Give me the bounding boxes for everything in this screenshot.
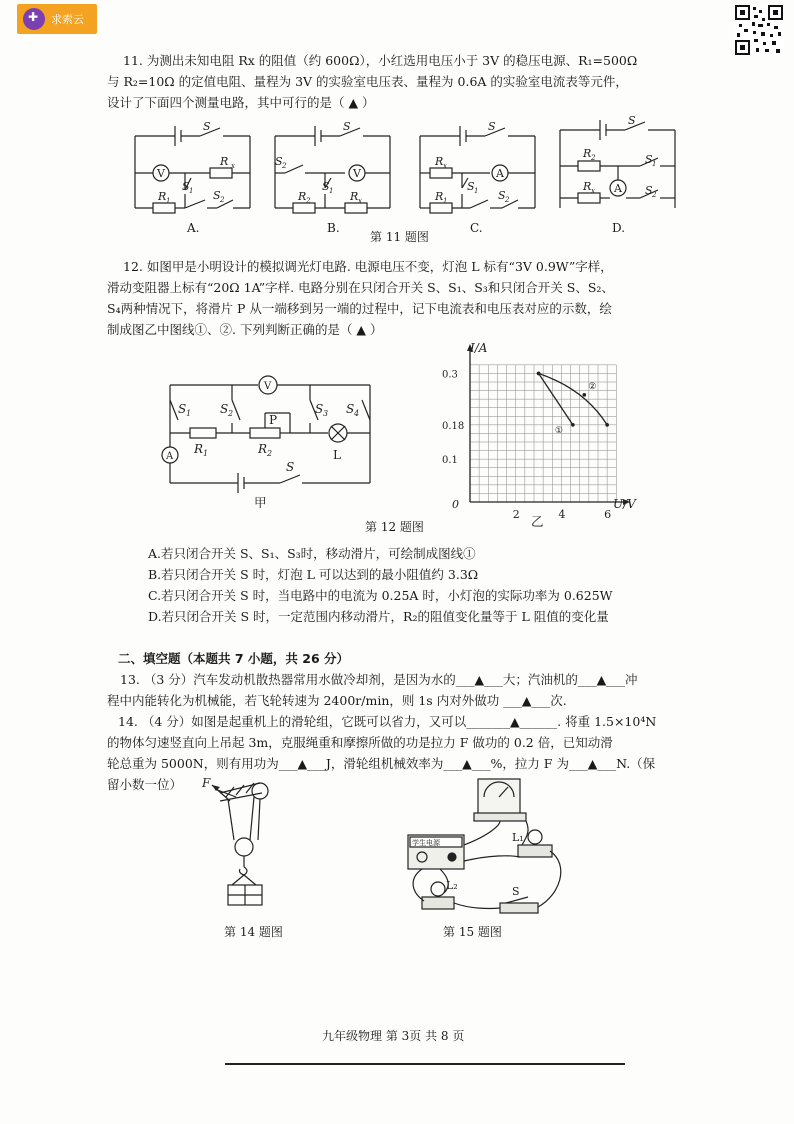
svg-text:S: S — [213, 189, 221, 202]
q11-option-a: A. — [187, 221, 200, 235]
svg-text:1: 1 — [203, 449, 209, 458]
svg-text:R: R — [583, 180, 592, 193]
svg-text:R: R — [258, 442, 268, 456]
svg-text:2: 2 — [306, 197, 311, 205]
svg-text:S: S — [346, 402, 355, 416]
svg-text:1: 1 — [474, 187, 479, 195]
fig15-label-l2: L₂ — [446, 879, 458, 892]
svg-text:S: S — [645, 153, 653, 166]
svg-text:3: 3 — [323, 409, 329, 418]
svg-text:S: S — [498, 189, 506, 202]
x-tick-label: 2 — [512, 508, 520, 521]
x-tick-label: 6 — [604, 508, 612, 521]
svg-text:S: S — [220, 402, 229, 416]
q13-line1: 13. （3 分）汽车发动机散热器常用水做冷却剂，是因为水的___▲___大；汽油机的___▲___冲 — [120, 672, 638, 687]
q11-line3: 设计了下面四个测量电路，其中可行的是（ ▲ ） — [107, 95, 375, 110]
series-point — [537, 372, 541, 376]
svg-text:x: x — [358, 197, 362, 205]
q14-line2: 的物体匀速竖直向上吊起 3m，克服绳重和摩擦所做的功是拉力 F 做功的 0.2 倍，已知动滑 — [107, 735, 613, 750]
svg-text:1: 1 — [652, 160, 657, 168]
series-label-1: ① — [554, 425, 563, 436]
q12-line3: S₄两种情况下，将滑片 P 从一端移到另一端的过程中，记下电流表和电压表对应的示数，绘 — [107, 301, 612, 316]
y-tick-label: 0.18 — [442, 420, 465, 432]
circuit-b — [275, 126, 390, 213]
svg-text:R: R — [158, 190, 167, 203]
svg-text:1: 1 — [443, 197, 448, 205]
svg-text:R: R — [435, 155, 444, 168]
svg-text:S: S — [286, 460, 295, 474]
q12-option-b: B.若只闭合开关 S 时，灯泡 L 可以达到的最小阻值约 3.3Ω — [148, 567, 479, 582]
svg-text:S: S — [628, 114, 636, 127]
svg-text:P: P — [269, 413, 278, 427]
svg-text:2: 2 — [591, 154, 596, 162]
svg-text:x: x — [231, 162, 235, 170]
q12-line2: 滑动变阻器上标有“20Ω 1A”字样. 电路分别在只闭合开关 S、S₁、S₃和只闭合开关 S、S₂、 — [107, 280, 614, 295]
svg-text:V: V — [353, 167, 361, 180]
svg-text:2: 2 — [228, 409, 234, 418]
q12-option-d: D.若只闭合开关 S 时，一定范围内移动滑片，R₂的阻值变化量等于 L 阻值的变化量 — [148, 609, 609, 624]
svg-text:S: S — [467, 180, 475, 193]
svg-text:S: S — [645, 184, 653, 197]
svg-text:4: 4 — [354, 409, 360, 418]
chart-ticks — [442, 369, 611, 521]
svg-text:1: 1 — [186, 409, 192, 418]
svg-text:R: R — [194, 442, 204, 456]
svg-text:A: A — [496, 167, 504, 180]
svg-text:A: A — [166, 451, 174, 462]
fig15-label-l1: L₁ — [512, 831, 524, 844]
svg-text:V: V — [157, 167, 165, 180]
y-tick-label: 0.1 — [442, 455, 458, 467]
series-point — [582, 393, 586, 397]
series-label-2: ② — [588, 381, 597, 392]
fig14-caption: 第 14 题图 — [224, 925, 283, 939]
q11-line1: 11. 为测出未知电阻 Rx 的阻值（约 600Ω），小红选用电压小于 3V 的稳压电源、R₁=500Ω — [123, 53, 638, 68]
page-footer: 九年级物理 第 3页 共 8 页 — [322, 1029, 465, 1043]
q11-option-c: C. — [470, 221, 483, 235]
svg-text:S: S — [275, 155, 283, 168]
svg-text:R: R — [435, 190, 444, 203]
q12-chart-yi — [430, 340, 636, 530]
q14-line1: 14. （4 分）如图是起重机上的滑轮组，它既可以省力，又可以_______▲______. 将重 1.5×10⁴N — [118, 714, 657, 729]
logo-icon — [23, 8, 45, 30]
svg-text:2: 2 — [282, 162, 287, 170]
chart-origin-label: 0 — [452, 498, 459, 511]
svg-text:S: S — [182, 180, 190, 193]
q11-option-d: D. — [612, 221, 626, 235]
y-tick-label: 0.3 — [442, 369, 458, 381]
svg-text:S: S — [343, 120, 351, 133]
svg-text:R: R — [583, 147, 592, 160]
logo-text: 求索云 — [51, 13, 84, 26]
svg-text:2: 2 — [505, 196, 510, 204]
svg-text:2: 2 — [652, 191, 657, 199]
fig14-crane-pulley — [200, 775, 300, 910]
q12-line4: 制成图乙中图线①、②. 下列判断正确的是（ ▲ ） — [107, 322, 383, 337]
svg-text:R: R — [350, 190, 359, 203]
footer-divider — [225, 1063, 625, 1065]
chart-ylabel: I/A — [470, 341, 488, 355]
svg-text:S: S — [178, 402, 187, 416]
svg-text:S: S — [322, 180, 330, 193]
q12-fig-label-jia: 甲 — [254, 495, 267, 510]
svg-text:L: L — [333, 448, 341, 462]
svg-text:1: 1 — [189, 187, 194, 195]
svg-text:1: 1 — [329, 187, 334, 195]
fig15-caption: 第 15 题图 — [443, 925, 502, 939]
q11-line2: 与 R₂=10Ω 的定值电阻、量程为 3V 的实验室电压表、量程为 0.6A 的实验室电流表等元件， — [107, 74, 628, 89]
q12-option-a: A.若只闭合开关 S、S₁、S₃时，移动滑片，可绘制成图线① — [148, 546, 476, 561]
svg-text:2: 2 — [267, 449, 273, 458]
fig15-circuit-apparatus — [400, 775, 580, 925]
svg-text:S: S — [488, 120, 496, 133]
q11-option-b: B. — [327, 221, 340, 235]
q12-option-c: C.若只闭合开关 S 时，当电路中的电流为 0.25A 时，小灯泡的实际功率为 0.625W — [148, 588, 613, 603]
svg-text:2: 2 — [220, 196, 225, 204]
q11-circuit-diagrams — [125, 114, 685, 238]
qr-code-icon — [734, 4, 784, 56]
chart-xlabel: U/V — [613, 497, 636, 511]
q12-fig-label-yi: 乙 — [531, 514, 544, 529]
svg-text:S: S — [315, 402, 324, 416]
q14-line4: 留小数一位） — [107, 777, 183, 792]
series-point — [605, 423, 609, 427]
fig14-force-label: F — [202, 776, 211, 790]
svg-text:x: x — [443, 162, 447, 170]
svg-text:S: S — [203, 120, 211, 133]
svg-text:R: R — [298, 190, 307, 203]
q12-circuit-jia — [150, 375, 390, 500]
fig15-label-s: S — [512, 885, 520, 898]
svg-text:V: V — [264, 381, 272, 392]
q14-line3: 轮总重为 5000N，则有用功为___▲___J，滑轮组机械效率为___▲___%，拉力 F 为___▲___N.（保 — [107, 756, 656, 771]
svg-text:A: A — [614, 182, 622, 195]
q12-line1: 12. 如图甲是小明设计的模拟调光灯电路. 电源电压不变，灯泡 L 标有“3V 0.9W”字样， — [123, 259, 613, 274]
section2-heading: 二、填空题（本题共 7 小题，共 26 分） — [118, 651, 350, 666]
fig15-supply-text: 学生电源 — [412, 839, 440, 847]
svg-text:1: 1 — [166, 197, 171, 205]
q12-caption: 第 12 题图 — [365, 520, 424, 534]
x-tick-label: 4 — [558, 508, 566, 521]
q11-caption: 第 11 题图 — [370, 230, 429, 244]
svg-text:R: R — [220, 155, 229, 168]
svg-text:x: x — [591, 187, 595, 195]
q13-line2: 程中内能转化为机械能，若飞轮转速为 2400r/min，则 1s 内对外做功 ___▲___次. — [107, 693, 567, 708]
series-point — [571, 423, 575, 427]
logo — [17, 4, 97, 34]
